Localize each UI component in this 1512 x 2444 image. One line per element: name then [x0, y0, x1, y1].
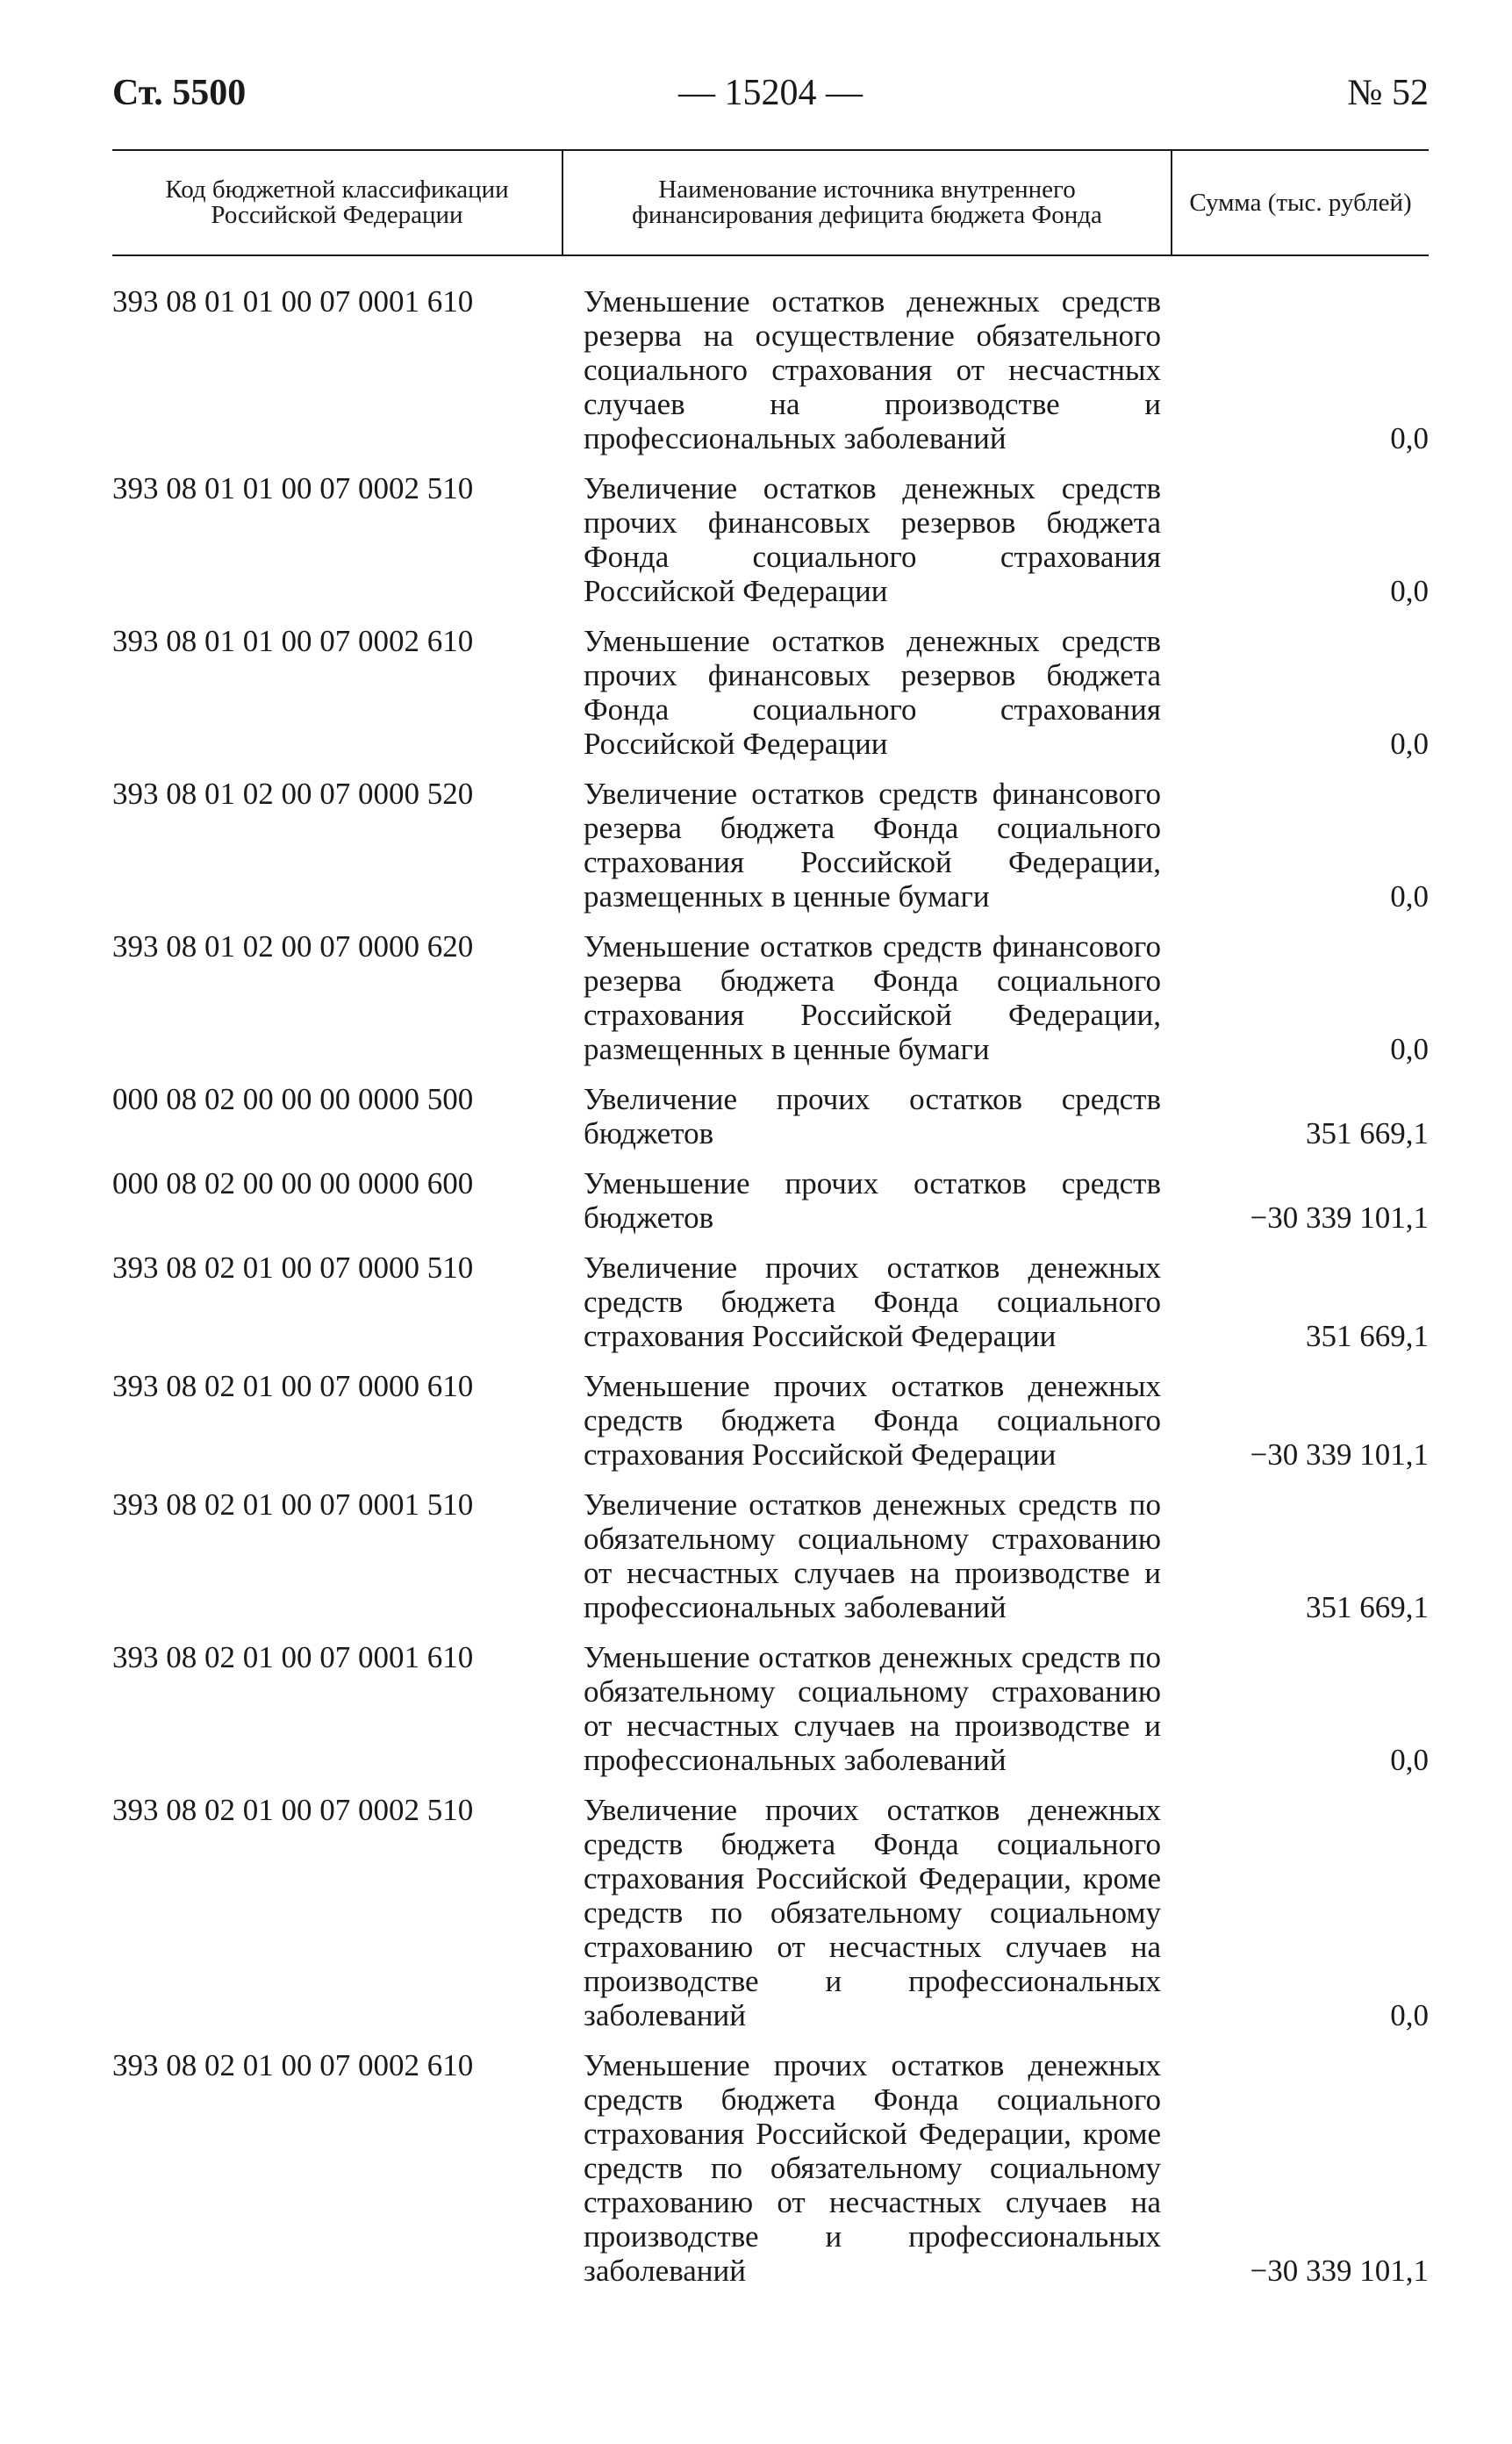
column-header-name: Наименование источника внутреннего финансирования дефицита бюджета Фонда	[563, 150, 1172, 255]
source-name: Увеличение прочих остатков денежных средств бюджета Фонда социального страхования Российской Федерации, кроме средств по обязательному социальному страхованию от несчастных случаев на производстве и профессиональных заболеваний	[584, 1793, 1161, 2032]
sum-value: 0,0	[1390, 727, 1429, 761]
budget-code: 393 08 02 01 00 07 0001 510	[112, 1487, 474, 1522]
table-row	[112, 1251, 1429, 1369]
source-name: Увеличение остатков денежных средств прочих финансовых резервов бюджета Фонда социального страхования Российской Федерации	[584, 471, 1161, 608]
page-number: — 15204 —	[678, 73, 863, 113]
source-name: Увеличение прочих остатков денежных средств бюджета Фонда социального страхования Российской Федерации	[584, 1251, 1161, 1353]
sum-value: 351 669,1	[1306, 1319, 1429, 1353]
source-name: Уменьшение остатков денежных средств прочих финансовых резервов бюджета Фонда социального страхования Российской Федерации	[584, 624, 1161, 761]
budget-code: 000 08 02 00 00 00 0000 500	[112, 1082, 474, 1116]
budget-code: 000 08 02 00 00 00 0000 600	[112, 1166, 474, 1200]
source-name: Уменьшение остатков денежных средств резерва на осуществление обязательного социального страхования от несчастных случаев на производстве и профессиональных заболеваний	[584, 284, 1161, 455]
table-header-row	[112, 150, 1429, 255]
sum-value: 0,0	[1390, 1998, 1429, 2032]
budget-code: 393 08 02 01 00 07 0002 510	[112, 1793, 474, 1827]
sum-value: 351 669,1	[1306, 1590, 1429, 1624]
article-number: Ст. 5500	[112, 73, 247, 113]
budget-code: 393 08 02 01 00 07 0000 610	[112, 1369, 474, 1403]
sum-value: 0,0	[1390, 421, 1429, 455]
table-row	[112, 777, 1429, 929]
source-name: Увеличение прочих остатков средств бюджетов	[584, 1082, 1161, 1150]
budget-code: 393 08 01 01 00 07 0001 610	[112, 284, 474, 319]
sum-value: 351 669,1	[1306, 1116, 1429, 1150]
budget-code: 393 08 01 02 00 07 0000 620	[112, 929, 474, 964]
budget-code: 393 08 02 01 00 07 0002 610	[112, 2048, 474, 2082]
column-header-sum: Сумма (тыс. рублей)	[1172, 150, 1429, 255]
table-row	[112, 1369, 1429, 1487]
table-row	[112, 1082, 1429, 1166]
budget-code: 393 08 01 01 00 07 0002 510	[112, 471, 474, 505]
budget-code: 393 08 02 01 00 07 0000 510	[112, 1251, 474, 1285]
source-name: Уменьшение прочих остатков денежных средств бюджета Фонда социального страхования Российской Федерации, кроме средств по обязательному социальному страхованию от несчастных случаев на производстве и профессиональных заболеваний	[584, 2048, 1161, 2288]
sum-value: −30 339 101,1	[1250, 1437, 1429, 1472]
page-header	[112, 72, 1429, 125]
source-name: Уменьшение остатков средств финансового резерва бюджета Фонда социального страхования Российской Федерации, размещенных в ценные бумаги	[584, 929, 1161, 1066]
table-row	[112, 284, 1429, 471]
column-header-code: Код бюджетной классификации Российской Федерации	[112, 150, 563, 255]
sum-value: 0,0	[1390, 574, 1429, 608]
table-row	[112, 1487, 1429, 1640]
table-row	[112, 2048, 1429, 2304]
sum-value: 0,0	[1390, 879, 1429, 914]
budget-code: 393 08 01 02 00 07 0000 520	[112, 777, 474, 811]
issue-number: № 52	[1347, 73, 1429, 113]
table-row	[112, 929, 1429, 1082]
table-row	[112, 471, 1429, 624]
table-row	[112, 624, 1429, 777]
table-row	[112, 1640, 1429, 1793]
sum-value: 0,0	[1390, 1032, 1429, 1066]
budget-sources-table	[112, 149, 1429, 2304]
sum-value: 0,0	[1390, 1743, 1429, 1777]
table-row	[112, 1166, 1429, 1251]
budget-code: 393 08 02 01 00 07 0001 610	[112, 1640, 474, 1674]
source-name: Уменьшение остатков денежных средств по обязательному социальному страхованию от несчастных случаев на производстве и профессиональных заболеваний	[584, 1640, 1161, 1777]
sum-value: −30 339 101,1	[1250, 2254, 1429, 2288]
table-row	[112, 1793, 1429, 2048]
source-name: Увеличение остатков денежных средств по обязательному социальному страхованию от несчастных случаев на производстве и профессиональных заболеваний	[584, 1487, 1161, 1624]
source-name: Увеличение остатков средств финансового резерва бюджета Фонда социального страхования Российской Федерации, размещенных в ценные бумаги	[584, 777, 1161, 914]
sum-value: −30 339 101,1	[1250, 1200, 1429, 1235]
budget-code: 393 08 01 01 00 07 0002 610	[112, 624, 474, 658]
source-name: Уменьшение прочих остатков средств бюджетов	[584, 1166, 1161, 1235]
source-name: Уменьшение прочих остатков денежных средств бюджета Фонда социального страхования Российской Федерации	[584, 1369, 1161, 1472]
